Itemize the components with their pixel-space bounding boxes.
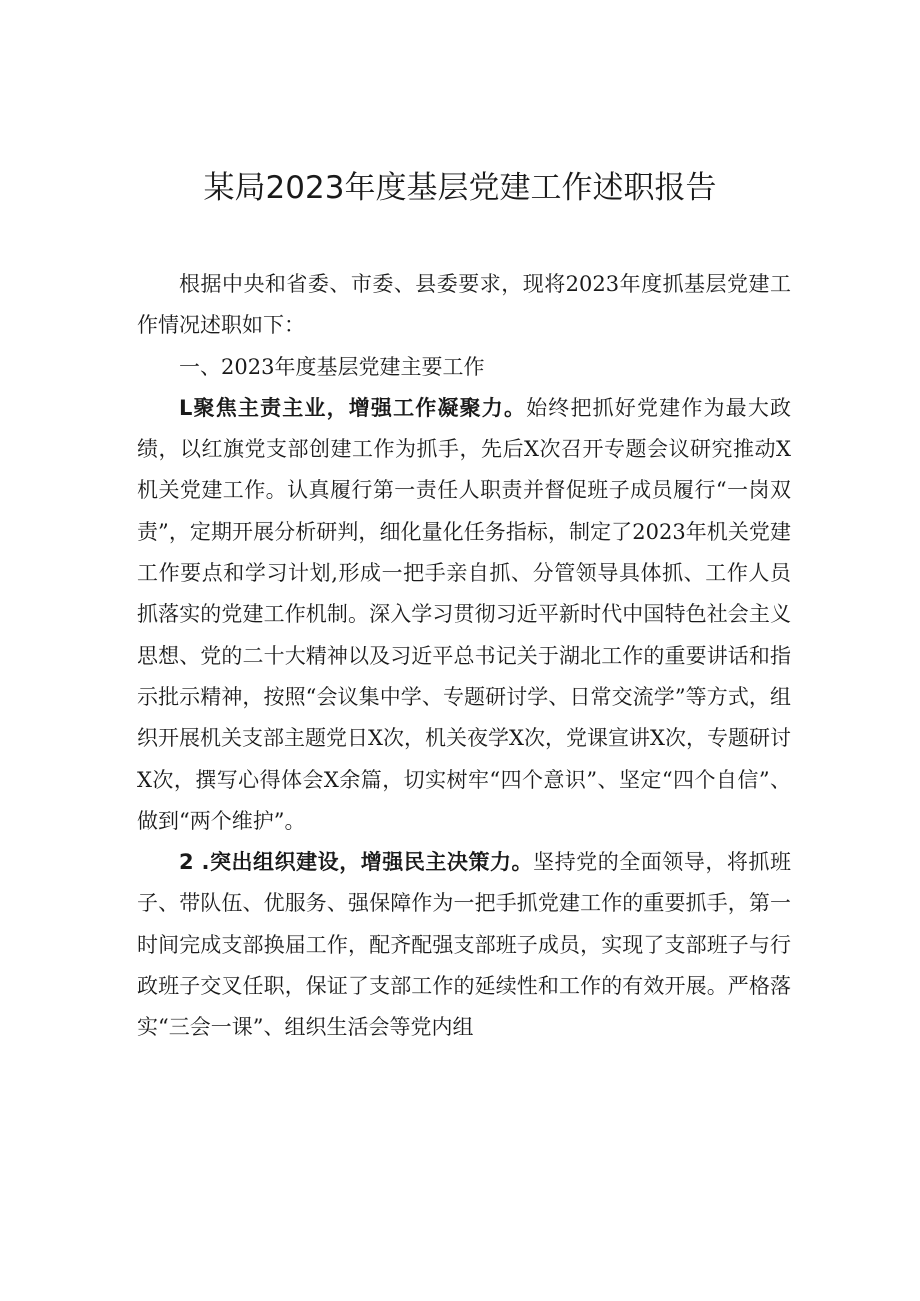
item-2-lead: 2 .突出组织建设，增强民主决策力。 <box>179 850 534 875</box>
intro-paragraph: 根据中央和省委、市委、县委要求，现将2023年度抓基层党建工作情况述职如下： <box>137 272 791 338</box>
item-1-body: 始终把抓好党建作为最大政绩，以红旗党支部创建工作为抓手，先后X次召开专题会议研究推动X机关党建工作。认真履行第一责任人职责并督促班子成员履行“一岗双责”，定期开展分析研判，细化量化任务指标，制定了2023年机关党建工作要点和学习计划,形成一把手亲自抓、分管领导具体抓、工作人员抓落实的党建工作机制。深入学习贯彻习近平新时代中国特色社会主义思想、党的二十大精神以及习近平总书记关于湖北工作的重要讲话和指示批示精神，按照“会议集中学、专题研讨学、日常交流学”等方式，组织开展机关支部主题党日X次，机关夜学X次，党课宣讲X次，专题研讨X次，撰写心得体会X余篇，切实树牢“四个意识”、坚定“四个自信”、做到“两个维护”。 <box>137 395 792 833</box>
section-heading: 一、2023年度基层党建主要工作 <box>179 354 485 379</box>
item-1-paragraph <box>137 388 791 842</box>
item-1-lead: L聚焦主责主业，增强工作凝聚力。 <box>179 395 527 420</box>
item-2-body: 坚持党的全面领导，将抓班子、带队伍、优服务、强保障作为一把手抓党建工作的重要抓手，第一时间完成支部换届工作，配齐配强支部班子成员，实现了支部班子与行政班子交叉任职，保证了支部工作的延续性和工作的有效开展。严格落实“三会一课”、组织生活会等党内组 <box>137 850 792 1040</box>
document-title: 某局2023年度基层党建工作述职报告 <box>203 170 717 206</box>
item-2-paragraph <box>137 842 791 1048</box>
document-body <box>137 264 791 1049</box>
